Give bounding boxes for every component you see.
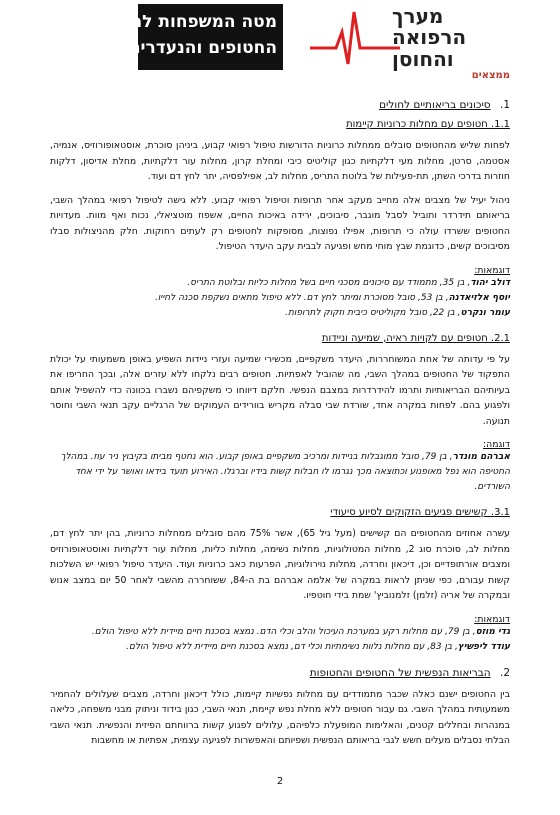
section-2-heading [50,667,510,679]
example-3a-name: גדי מוזס [475,626,510,637]
paragraph-treatment: ניהול יעיל של מצבים אלה מחייב מעקב אחר תרופות וטיפול רפואי קבוע. ללא גישה לטיפול רפואי במהלך השבי, בריאותם תידרדר ותוביל לסבל מוגבר, סיבוכים, ירידה באיכות החיים, אשפוז מוטציאלי, נכות ואף מוות. מעדויות החטופים ששרדו עולה כי תרופות, אפילו נפוצות, מסופקות לחטופים רק לעתים רחוקות. חלק מהניצולות סבלו מסיבוכים קשים, כדוגמת שבץ מוחי מחש ופגיעה לבבית עקב היעדר הטיפול. [50,194,510,252]
example-1a-name: דולב יהוד [470,277,510,288]
findings-heading: ממצאים [471,70,510,81]
section-2-title: הבריאות הנפשית של החטופים והחטופות [309,666,491,679]
example-1b-text: , בן 53, סובל מסוכרת ומיתר לחץ דם. ללא טיפול מתאים נשקפת סכנה לחייו. [154,292,449,303]
page-number: 2 [276,776,284,787]
examples-2-heading: דוגמה: [483,439,510,450]
examples-3-heading: דוגמאות: [474,613,510,625]
medical-resilience-logo [310,4,535,74]
heartbeat-icon [310,4,400,74]
section-3-1-heading [50,507,510,518]
example-1c-text: , בן 22, סובל מקוליטיס כיבית וזקוק לתרופות. [285,307,461,318]
examples-1-heading: דוגמאות: [474,264,510,276]
section-2-1-heading [50,333,510,344]
logo-line-2: הרפואה [392,25,467,49]
example-3b [50,640,510,655]
logo-line-3: והחוסן [392,47,454,71]
example-3a [50,625,510,640]
example-1b-name: יוסף אלזיאדנה [448,292,510,303]
families-forum-logo [90,4,283,70]
section-1-heading [50,99,510,111]
paragraph-mental-health: בין החטופים ישנם כאלה שכבר מתמודדים עם מחלות נפשיות קיימות, כולל דיכאון וחרדה, מצבים שעלולים להחמיר משמעותית במהלך השבי. גם עבור חטופים ללא מחלת נפש קיימת, תנאי השבי, כגון בידוד וניתוק מבני משפחה, כליאה במנהרות ובחללים קטנים, והאלימות המופעלת כלפיהם, עלולים לפגוע קשות ברווחתם הפיזית והנפשית. תנאי השבי הבלתי נסבלים מעלים חשש לגבי בריאותם הנפשית ושפיותם והאפשרות לפגיעה עצמית, אפתיות או מחשבות [50,688,510,746]
section-1-1-heading [50,119,510,130]
paragraph-vision-hearing: על פי עדותה של אחת המשוחררות, היעדר משקפיים, מכשירי שמיעה ועזרי ניידות השפיע באופן משמעותי על יכולת התפקוד של החטופים במהלך השבי, מה שהוביל לאפתיות. חטופים רבים נלקחו ללא עזרים אלה, ובכך החריפו את בעיותיהם הבריאותיות ותרמו להידרדרות במצבם הנפשי. חלקם דיווחו כי משקפיהם נשברו בכוונה כדי להשפיל אותם ולפגוע בהם. לפחות במקרה אחד, שורדת שבי סבלה מקריש בוורידים העמוקים של הרגליים עקב תנאי השבי וחוסר תנועה. [50,353,510,427]
paragraph-elderly: עשרה אחוזים מהחטופים הם קשישים (מעל גיל 65), אשר 75% מהם סובלים ממחלות כרוניות, בהן יתר לחץ דם, מחלות לב, סוכרת סוג 2, מחלות המטולוגיות, מחלות נשימה, מחלות כליות, מחלות עור דלקתיות ואוסטאופורוזיס ומצבים אורתופדיים וכן, דיכאון וחרדה, מחלות נוירולוגיות, הפרעות כאב כרוניות ועוד. היעדר טיפול רפואי יש השלכות קשות עבורם, כפי שניתן לראות במקרה של אלמה אברהם בת ה-84, ששוחררה מהשבי לאחר 50 יום במצב אנוש ובמקרה של אריה (זלמן) זלמנוביץ' שמת בידי חוטפיו. [50,528,510,601]
section-1-1-title: 1.1. חטופים עם מחלות כרוניות קיימות [346,119,510,130]
paragraph-chronic-illness: לפחות שליש מהחטופים סובלים ממחלות כרוניות הדורשות טיפול רפואי קבוע, ביניהן סוכרת, אוסטאופורוזיס, אנמיה, אסטמה, סרטן, מחלות מעי דלקתיות כגון קוליטיס כיבי ומחלת קרון, מחלות עור דלקתיות, מחלת אדיסון, דלקות חוזרות בדרכי השתן, תת-פעילות של בלוטת התריס, מחלות לב, אפילפסיה, יתר לחץ דם ועוד. [50,140,510,182]
example-3b-text: , בן 83, עם מחלות נלוות נשימתיות וכלי דם, נמצא בסכנת חיים מיידית ללא טיפול הולם. [126,641,458,652]
example-2a-name: אברהם מונדר [452,452,510,462]
logo-line-1: מערך [392,4,444,28]
section-2-1-title: 2.1. חטופים עם לקויות ראיה, שמיעה וניידות [321,332,510,344]
document-body [50,70,510,749]
logo-left-line-1: מטה המשפחות להחזרת [90,12,277,32]
example-1c-name: עומר ונקרט [460,307,510,318]
example-2a-text: , בן 79, סובל ממוגבלות בניידות ומרכיב משקפיים באופן קבוע. הוא נחטף מביתו בקיבוץ ניר עוז. במהלך החטיפה הוא נפל מאופנוע וכתוצאה מכך נגרמו לו חבלות קשות בידיו וברגלו. האירוע תועד בידאו ואושר על ידי אחד השורדים. [60,452,510,492]
example-1c [50,306,510,321]
example-3a-text: , בן 79, עם מחלות רקע במערכת העיכול והלב וכלי הדם. נמצא בסכנת חיים מיידית ללא טיפול הולם. [91,626,476,637]
example-3b-name: עודד ליפשיץ [457,641,510,652]
section-3-1-title: 3.1. קשישים פגיעים הזקוקים לסיוע סיעודי [330,507,510,518]
example-1b [50,291,510,306]
example-1a [50,276,510,291]
example-1a-text: , בן 35, מתמודד עם סיכונים מסכני חיים בשל מחלות כליות ובלוטת התריס. [187,277,471,288]
example-2a [50,450,510,495]
logo-left-line-2: החטופים והנעדרים [128,38,277,58]
section-1-title: סיכונים בריאותיים לחולים [379,99,491,111]
section-2-number: 2. [499,666,510,679]
section-1-number: 1. [499,99,510,111]
